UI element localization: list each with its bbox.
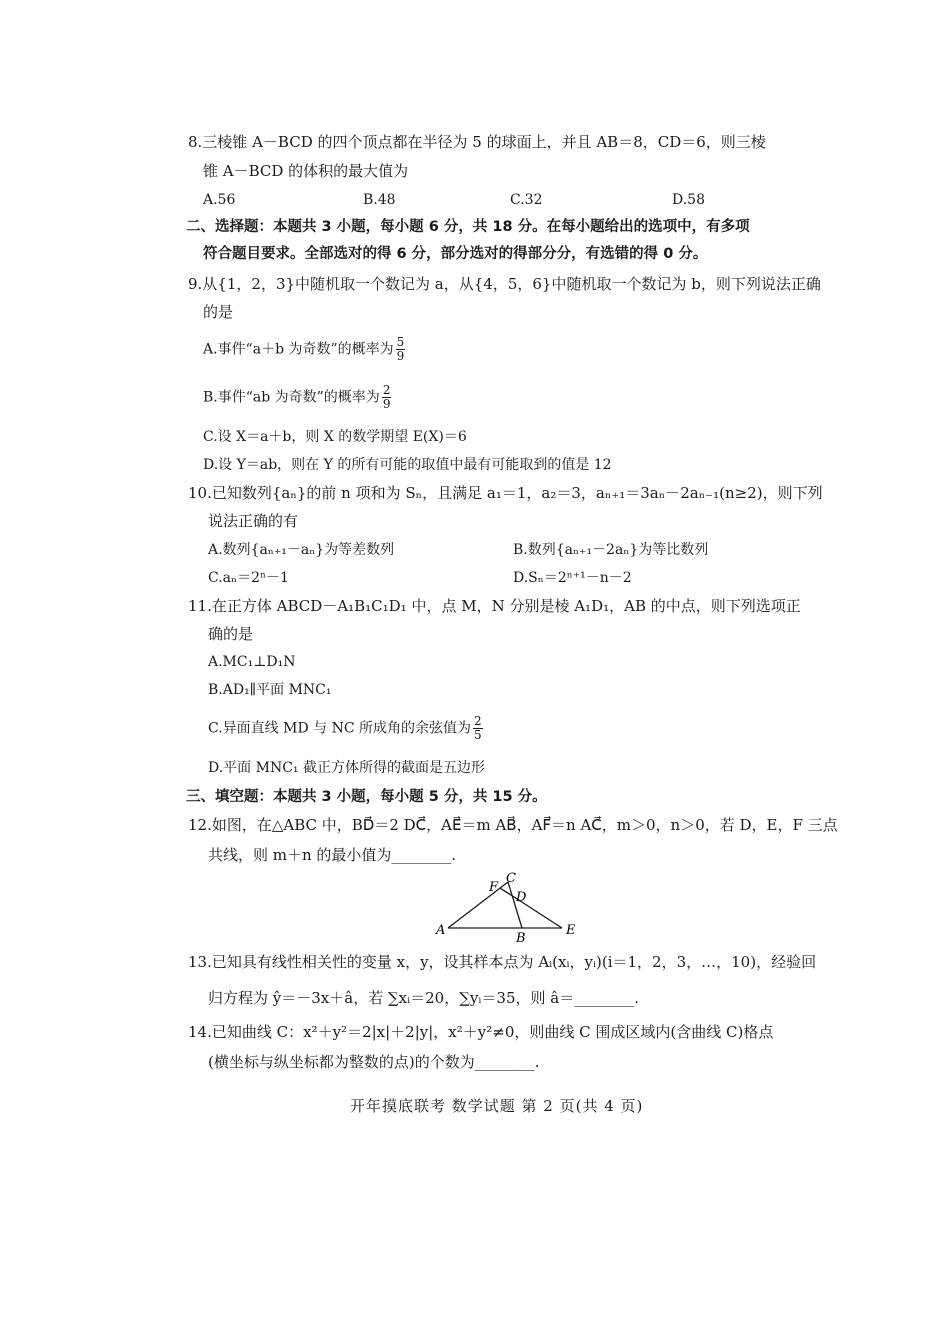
section2-heading-line1: 二、选择题：本题共 3 小题，每小题 6 分，共 18 分。在每小题给出的选项中，有多项 xyxy=(186,219,750,235)
q10-option-a: A.数列{aₙ₊₁－aₙ}为等差数列 xyxy=(208,542,395,558)
q11-option-c-fraction: $\frac{2}{5}$ xyxy=(474,714,482,742)
section3-heading: 三、填空题：本题共 3 小题，每小题 5 分，共 15 分。 xyxy=(186,789,547,805)
q8-option-b: B.48 xyxy=(363,192,396,208)
q13-line1: 13.已知具有线性相关性的变量 x，y，设其样本点为 Aᵢ(xᵢ，yᵢ)(i＝1，2，3，…，10)，经验回 xyxy=(188,953,817,971)
q10-option-c: C.aₙ＝2ⁿ－1 xyxy=(208,570,289,586)
q9-option-a-text: A.事件“a＋b 为奇数”的概率为 xyxy=(203,341,394,358)
q8-option-c: C.32 xyxy=(510,192,543,208)
q11-line1: 11.在正方体 ABCD－A₁B₁C₁D₁ 中，点 M，N 分别是棱 A₁D₁，AB 的中点，则下列选项正 xyxy=(188,597,801,615)
label-d: D xyxy=(516,890,527,905)
q13-line2: 归方程为 ŷ＝－3x＋â，若 ∑xᵢ＝20，∑yᵢ＝35，则 â＝________. xyxy=(208,989,639,1007)
segment-cb xyxy=(508,882,522,928)
q11-option-c-text: C.异面直线 MD 与 NC 所成角的余弦值为 xyxy=(208,720,471,737)
segment-fe xyxy=(500,888,562,928)
section2-heading-line2: 符合题目要求。全部选对的得 6 分，部分选对的得部分分，有选错的得 0 分。 xyxy=(203,246,708,262)
q9-line2: 的是 xyxy=(203,303,234,321)
q9-option-a-fraction: $\frac{5}{9}$ xyxy=(396,335,405,363)
q8-option-d: D.58 xyxy=(672,192,705,208)
q12-triangle-figure xyxy=(430,868,590,946)
q9-option-b-fraction: $\frac{2}{9}$ xyxy=(382,383,391,411)
q9-option-d: D.设 Y＝ab，则在 Y 的所有可能的取值中最有可能取到的值是 12 xyxy=(203,457,612,473)
q11-line2: 确的是 xyxy=(208,625,254,643)
q10-line2: 说法正确的有 xyxy=(208,512,299,530)
label-a: A xyxy=(436,923,446,938)
q14-line2: (横坐标与纵坐标都为整数的点)的个数为________. xyxy=(208,1053,540,1071)
q9-option-b xyxy=(203,384,391,411)
q12-line1: 12.如图，在△ABC 中，BD⃗＝2 DC⃗，AE⃗＝m AB⃗，AF⃗＝n AC⃗，m＞0，n＞0，若 D，E，F 三点 xyxy=(188,816,838,834)
segment-ac xyxy=(448,882,508,928)
q14-line1: 14.已知曲线 C：x²＋y²＝2|x|＋2|y|，x²＋y²≠0，则曲线 C 围成区域内(含曲线 C)格点 xyxy=(188,1023,774,1041)
q9-option-c: C.设 X＝a＋b，则 X 的数学期望 E(X)＝6 xyxy=(203,429,467,445)
label-f: F xyxy=(489,880,499,895)
q9-option-b-text: B.事件“ab 为奇数”的概率为 xyxy=(203,389,380,406)
q9-option-a xyxy=(203,336,405,363)
q8-option-a: A.56 xyxy=(203,192,236,208)
label-e: E xyxy=(566,923,576,938)
label-b: B xyxy=(516,931,526,946)
q11-option-d: D.平面 MNC₁ 截正方体所得的截面是五边形 xyxy=(208,760,485,776)
q11-option-c xyxy=(208,715,483,742)
q9-line1: 9.从{1，2，3}中随机取一个数记为 a，从{4，5，6}中随机取一个数记为 b，则下列说法正确 xyxy=(188,275,821,293)
q11-option-a: A.MC₁⊥D₁N xyxy=(208,654,296,670)
q11-option-b: B.AD₁∥平面 MNC₁ xyxy=(208,682,332,698)
q10-line1: 10.已知数列{aₙ}的前 n 项和为 Sₙ，且满足 a₁＝1，a₂＝3，aₙ₊₁＝3aₙ－2aₙ₋₁(n≥2)，则下列 xyxy=(188,484,823,502)
q12-line2: 共线，则 m＋n 的最小值为________. xyxy=(208,846,457,864)
page-footer: 开年摸底联考 数学试题 第 2 页(共 4 页) xyxy=(350,1097,644,1115)
q10-option-b: B.数列{aₙ₊₁－2aₙ}为等比数列 xyxy=(513,542,709,558)
q10-option-d: D.Sₙ＝2ⁿ⁺¹－n－2 xyxy=(513,570,632,586)
q8-line2: 锥 A－BCD 的体积的最大值为 xyxy=(203,162,409,180)
label-c: C xyxy=(506,871,516,886)
q8-line1: 8.三棱锥 A－BCD 的四个顶点都在半径为 5 的球面上，并且 AB＝8，CD＝6，则三棱 xyxy=(188,133,766,151)
